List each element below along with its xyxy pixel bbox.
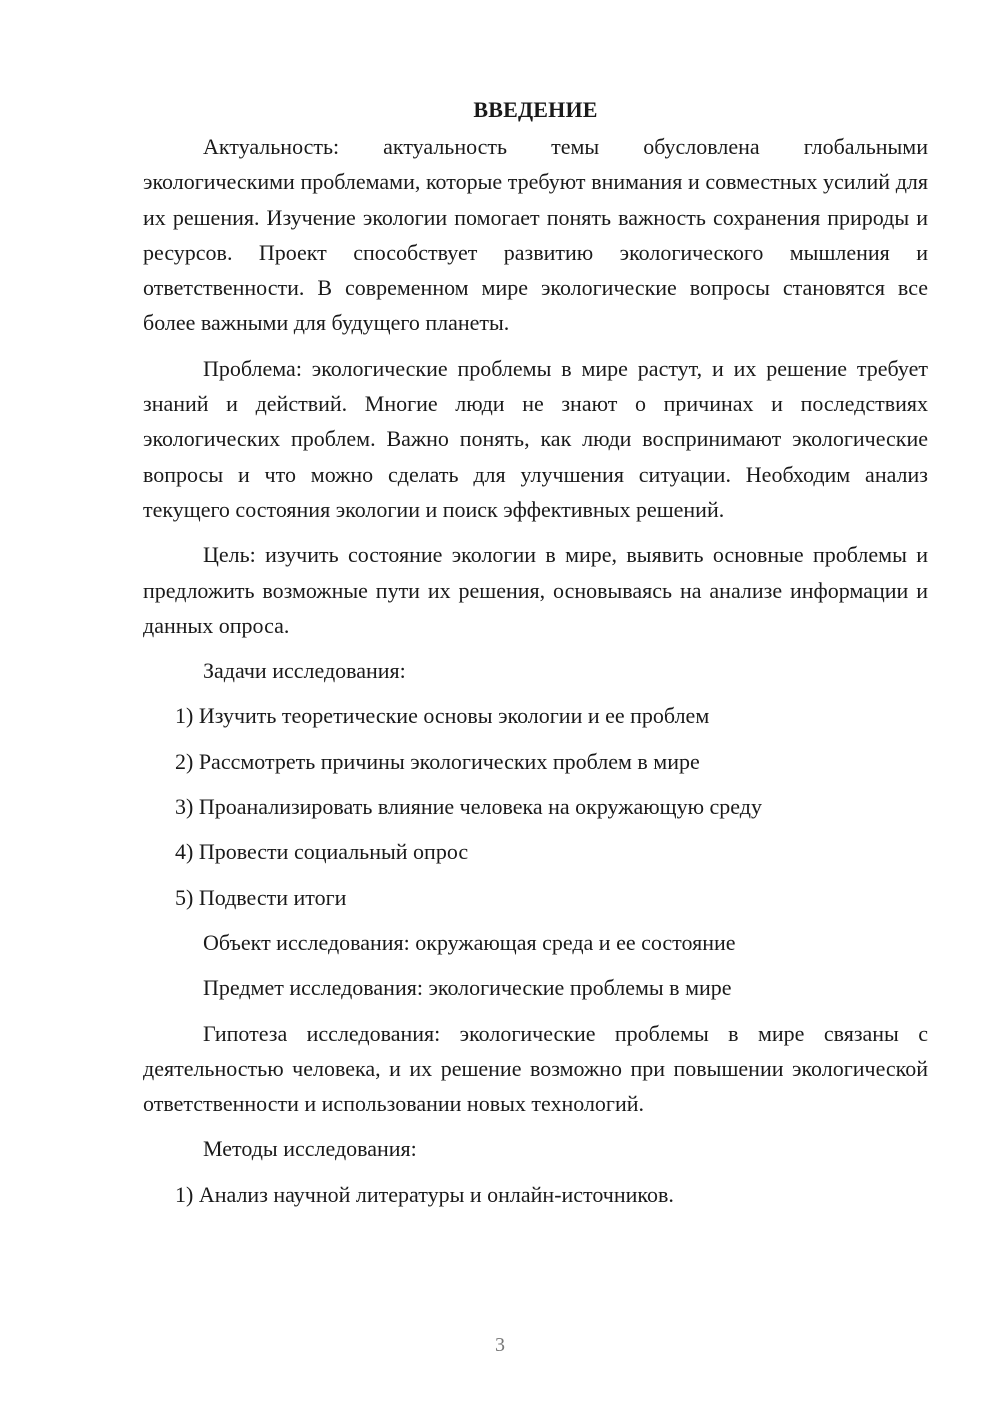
tasks-list	[143, 698, 928, 914]
paragraph-problem: Проблема: экологические проблемы в мире растут, и их решение требует знаний и действий. Многие люди не знают о причинах и последствиях экологических проблем. Важно понять, как люди воспринимают экологические вопросы и что можно сделать для улучшения ситуации. Необходим анализ текущего состояния экологии и поиск эффективных решений.	[143, 355, 928, 522]
list-item: 1) Анализ научной литературы и онлайн-источников.	[175, 1181, 674, 1207]
section-title: ВВЕДЕНИЕ	[473, 97, 598, 122]
research-subject: Предмет исследования: экологические проблемы в мире	[203, 975, 732, 1001]
paragraph-relevance: Актуальность: актуальность темы обусловлена глобальными экологическими проблемами, которые требуют внимания и совместных усилий для их решения. Изучение экологии помогает понять важность сохранения природы и ресурсов. Проект способствует развитию экологического мышления и ответственности. В современном мире экологические вопросы становятся все более важными для будущего планеты.	[143, 134, 928, 336]
methods-list	[143, 1177, 928, 1212]
list-item: 3) Проанализировать влияние человека на окружающую среду	[175, 794, 762, 820]
paragraph-hypothesis: Гипотеза исследования: экологические проблемы в мире связаны с деятельностью человека, и их решение возможно при повышении экологической ответственности и использовании новых технологий.	[143, 1020, 928, 1117]
list-item: 4) Провести социальный опрос	[175, 839, 469, 865]
list-item: 1) Изучить теоретические основы экологии и ее проблем	[175, 703, 710, 729]
methods-heading: Методы исследования:	[203, 1136, 417, 1162]
page-number: 3	[495, 1334, 505, 1356]
research-object: Объект исследования: окружающая среда и ее состояние	[203, 929, 736, 955]
list-item: 2) Рассмотреть причины экологических проблем в мире	[175, 748, 700, 774]
list-item: 5) Подвести итоги	[175, 884, 347, 910]
tasks-heading: Задачи исследования:	[203, 658, 406, 684]
paragraph-goal: Цель: изучить состояние экологии в мире, выявить основные проблемы и предложить возможные пути их решения, основываясь на анализе информации и данных опроса.	[143, 542, 928, 638]
document-page	[143, 95, 928, 1222]
